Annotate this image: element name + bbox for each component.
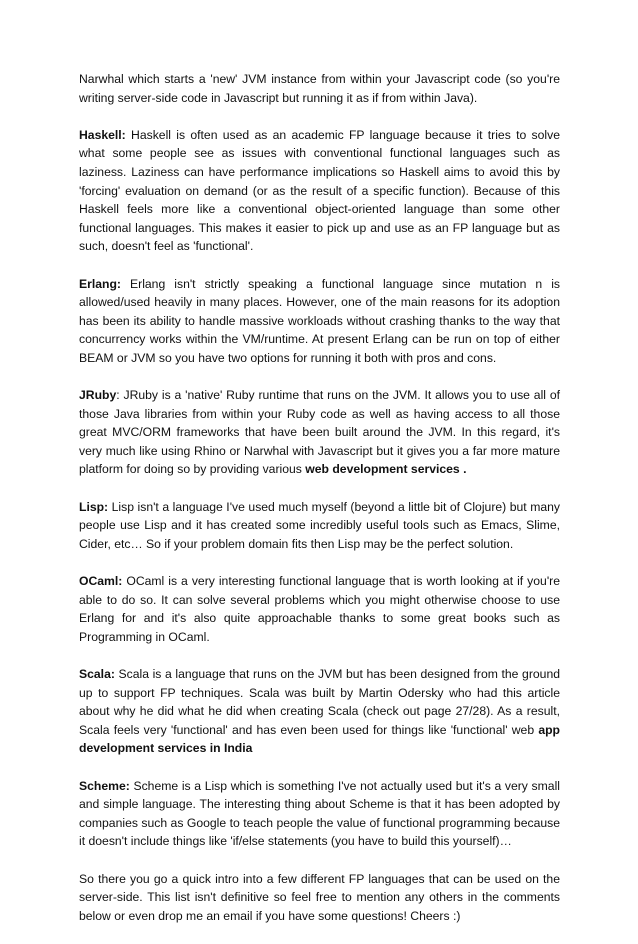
bold-text: web development services .	[305, 462, 467, 477]
paragraph-text: : JRuby is a 'native' Ruby runtime that runs on the JVM. It allows you to use all of those Java libraries from within your Ruby code as well as having access to all those great MVC/ORM frameworks that have been built around the JVM. In this regard, it's very much like using Rhino or Narwhal with Javascript but it gives you a far more mature platform for doing so by providing various	[79, 388, 560, 477]
paragraph-text: Scheme is a Lisp which is something I've not actually used but it's a very small and simple language. The interesting thing about Scheme is that it has been adopted by companies such as Google to teach people the value of functional programming because it doesn't include things like 'if/else statements (you have to build this yourself)…	[79, 778, 560, 849]
bold-text: Lisp:	[79, 499, 109, 514]
bold-text: Erlang:	[79, 276, 121, 291]
bold-text: Scala:	[79, 667, 115, 681]
paragraph-text: Scala is a language that runs on the JVM but has been designed from the ground up to support FP techniques. Scala was built by Martin Odersky who had this article about why he did what he did when creating Scala (check out page 27/28). As a result, Scala feels very 'functional' and has even been used for things like 'functional' web	[79, 667, 560, 737]
bold-text: Haskell:	[79, 127, 126, 142]
bold-text: OCaml:	[79, 574, 123, 589]
bold-text: app development services in India	[79, 722, 560, 756]
paragraph-text: Haskell is often used as an academic FP language because it tries to solve what some people see as issues with conventional functional languages such as laziness. Laziness can have performance implications so Haskell aims to avoid this by 'forcing' evaluation on demand (or as the result of a specific function). Because of this Haskell feels more like a conventional object-oriented language than some other functional languages. This makes it easier to pick up and use as an FP language but as such, doesn't feel as 'functional'.	[79, 127, 560, 254]
bold-text: JRuby	[79, 388, 117, 403]
paragraph	[79, 665, 560, 758]
paragraph	[79, 777, 560, 851]
paragraph-text: Lisp isn't a language I've used much myself (beyond a little bit of Clojure) but many people use Lisp and it has created some incredibly useful tools such as Emacs, Slime, Cider, etc… So if your problem domain fits then Lisp may be the perfect solution.	[79, 499, 560, 551]
paragraph	[79, 275, 560, 368]
paragraph-text: Erlang isn't strictly speaking a functional language since mutation n is allowed/used heavily in many places. However, one of the main reasons for its adoption has been its ability to handle massive workloads without crashing thanks to the way that concurrency works within the VM/runtime. At present Erlang can be run on top of either BEAM or JVM so you have two options for running it both with pros and cons.	[79, 276, 560, 365]
bold-text: Scheme:	[79, 778, 130, 793]
paragraph	[79, 870, 560, 926]
paragraph	[79, 70, 560, 107]
paragraph-text: So there you go a quick intro into a few different FP languages that can be used on the server-side. This list isn't definitive so feel free to mention any others in the comments below or even drop me an email if you have some questions! Cheers :)	[79, 871, 560, 923]
paragraph	[79, 572, 560, 646]
paragraph	[79, 126, 560, 256]
paragraph	[79, 498, 560, 554]
paragraph	[79, 386, 560, 479]
paragraph-text: OCaml is a very interesting functional language that is worth looking at if you're able to do so. It can solve several problems which you might otherwise choose to use Erlang for and it's also quite approachable thanks to some great books such as Programming in OCaml.	[79, 574, 560, 644]
document-page	[79, 70, 560, 944]
paragraph-text: Narwhal which starts a 'new' JVM instance from within your Javascript code (so you're writing server-side code in Javascript but running it as if from within Java).	[79, 72, 560, 105]
